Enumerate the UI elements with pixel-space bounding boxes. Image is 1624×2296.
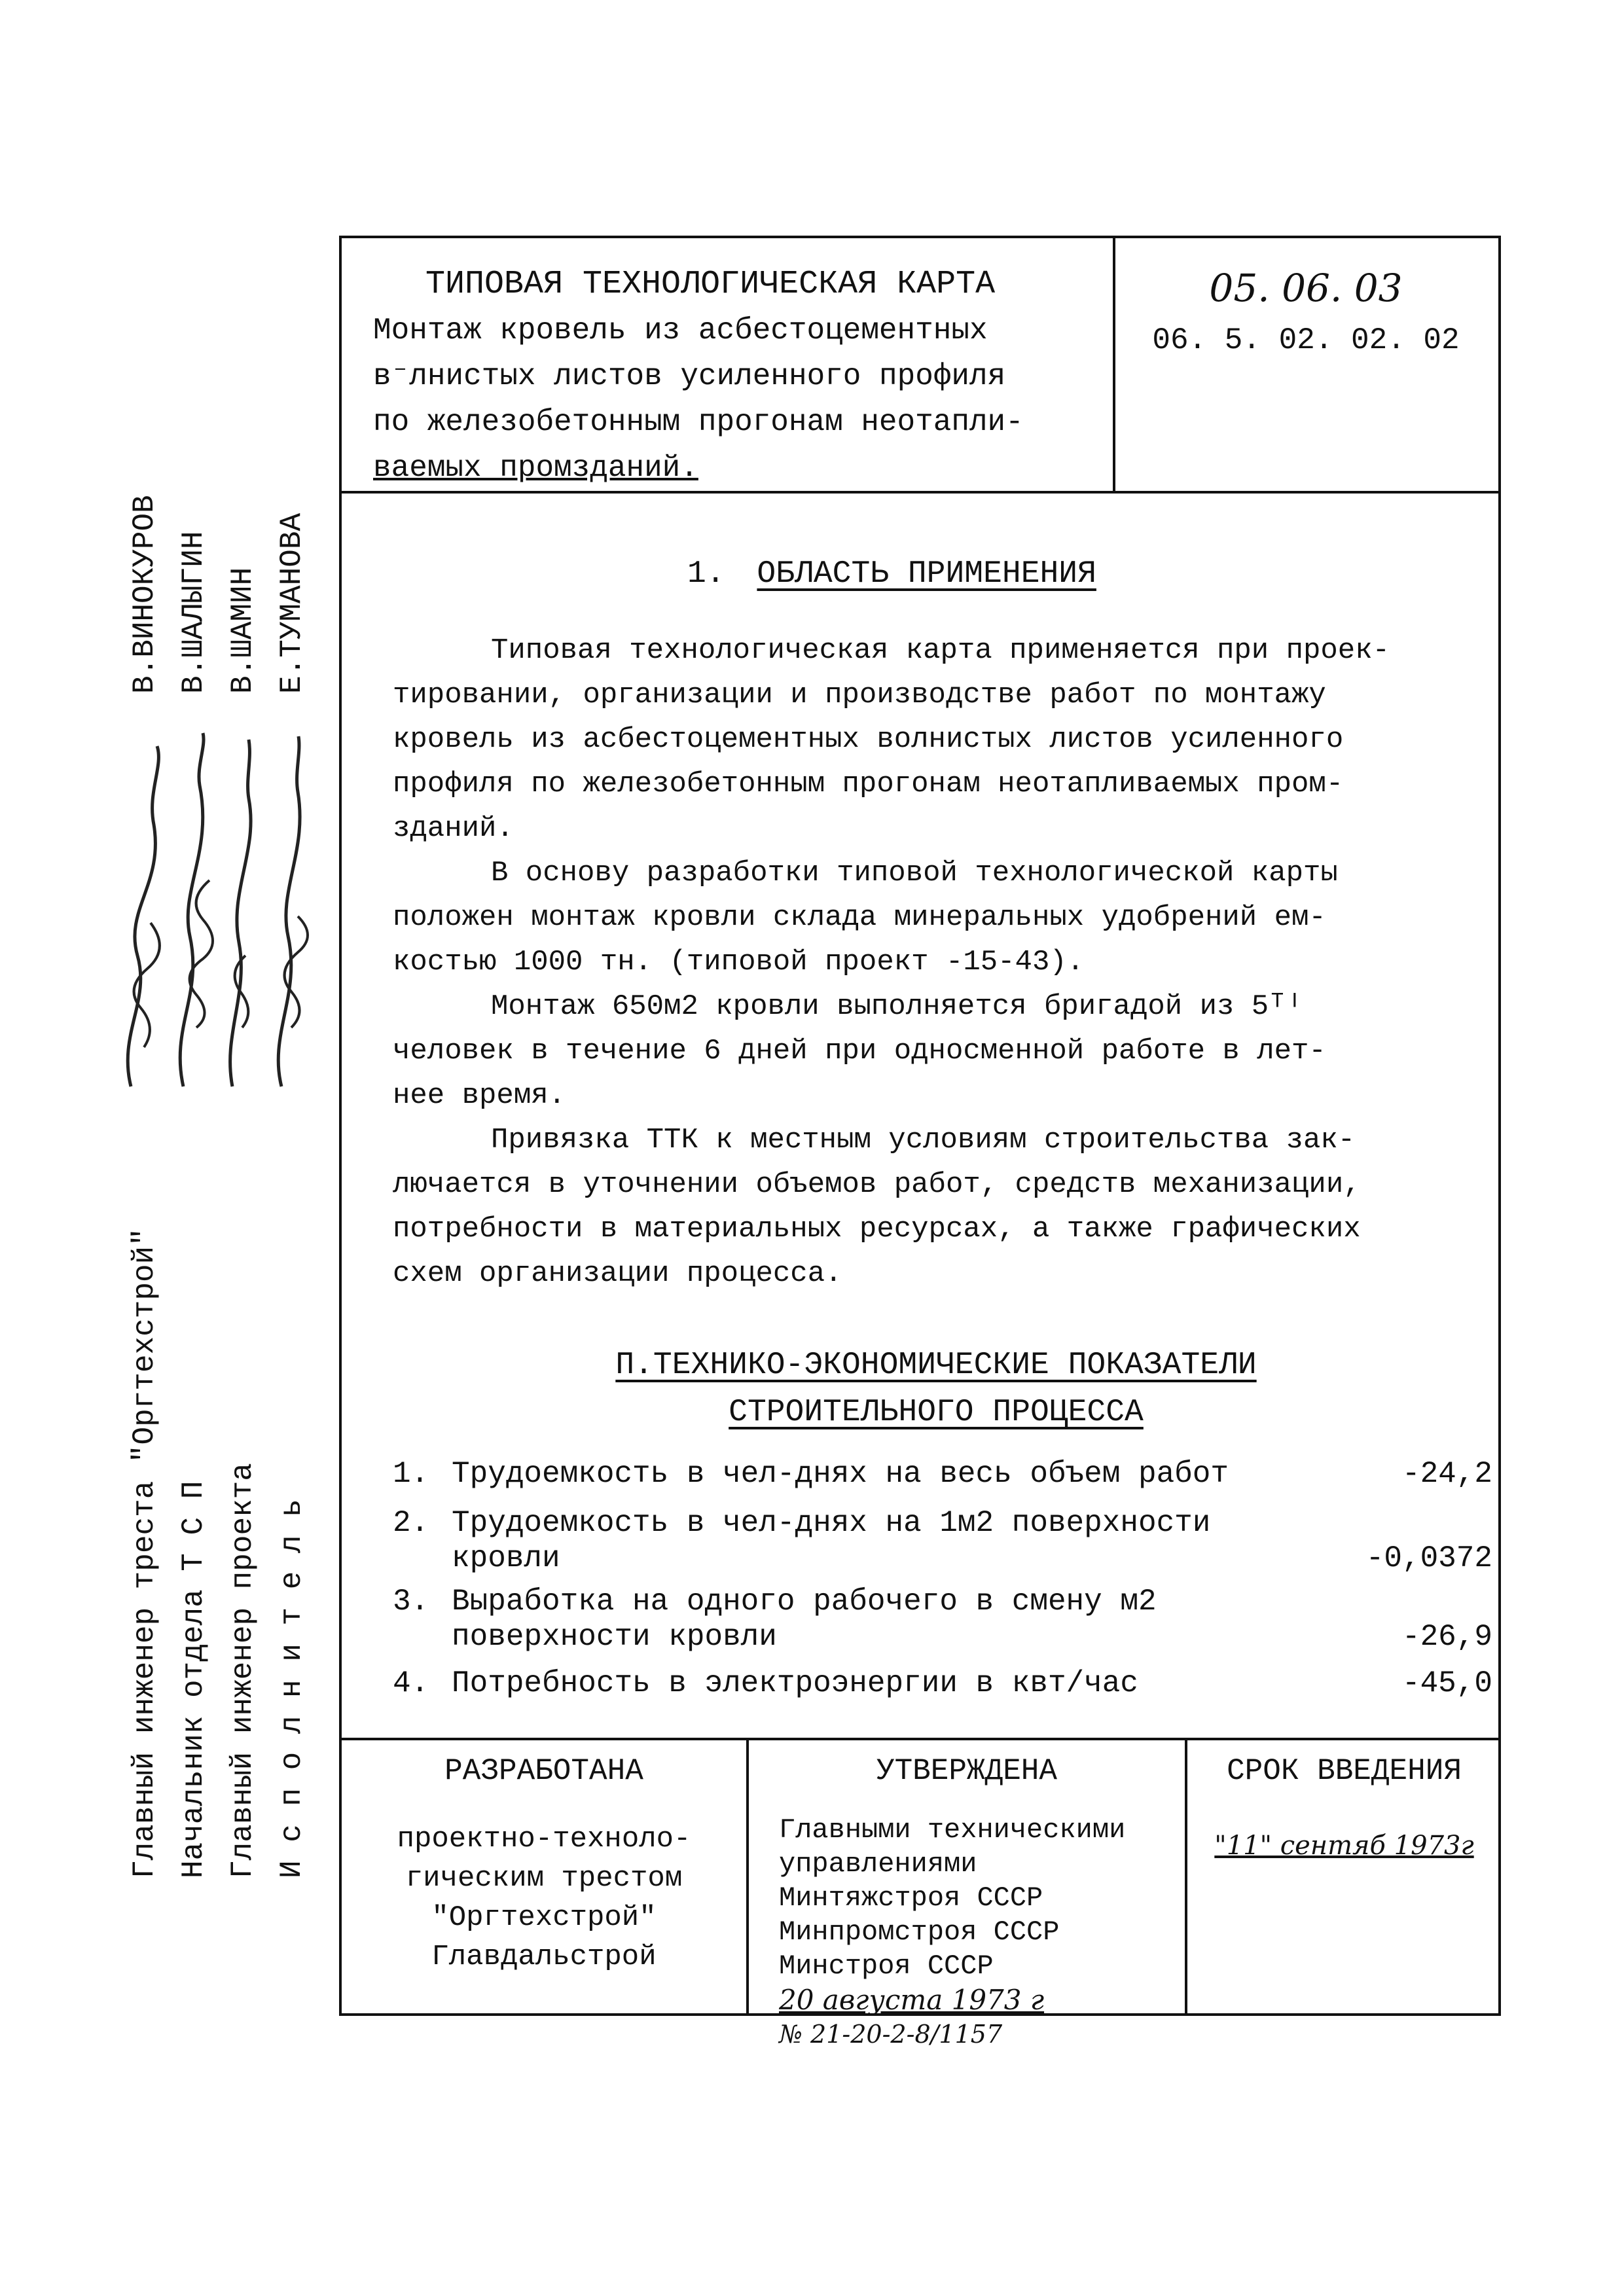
code-handwritten: 05. 06. 03: [1209, 266, 1403, 310]
approved-date: 20 августа 1973 г: [779, 1984, 1045, 2016]
section1-title: ОБЛАСТЬ ПРИМЕНЕНИЯ: [757, 556, 1096, 592]
indicator-row: [393, 1505, 1492, 1577]
code-typed: 06. 5. 02. 02. 02: [1152, 323, 1460, 357]
paragraph-line: схем организации процесса.: [393, 1257, 842, 1290]
paragraph: [393, 628, 1466, 851]
indicator-row: [393, 1584, 1492, 1656]
paragraph-line: кровель из асбестоцементных волнистых листов усиленного: [393, 723, 1344, 756]
section1-number: 1.: [687, 556, 725, 592]
approved-body: [779, 1813, 1172, 2051]
paragraph-line: лючается в уточнении объемов работ, средств механизации,: [393, 1168, 1361, 1201]
approved-line: Минпромстроя СССР: [779, 1916, 1060, 1948]
signatures: [92, 720, 340, 1113]
section2-title-line2: СТРОИТЕЛЬНОГО ПРОЦЕССА: [729, 1395, 1144, 1430]
position-executor: И с п о л н и т е л ь: [275, 1499, 309, 1878]
section1-heading: [687, 556, 1276, 592]
paragraph-line: тировании, организации и производстве работ по монтажу: [393, 679, 1326, 711]
indicator-number: 4.: [393, 1666, 429, 1700]
title-line: в⁻лнистых листов усиленного профиля: [373, 359, 1006, 393]
developed-line: "Оргтехстрой": [431, 1901, 657, 1934]
indicator-text: Трудоемкость в чел-днях на весь объем работ: [452, 1457, 1229, 1491]
developed-line: гическим трестом: [405, 1862, 683, 1895]
name-tumanova: Е.ТУМАНОВА: [275, 512, 309, 694]
name-vinokurov: В.ВИНОКУРОВ: [128, 495, 162, 694]
section2-title-line1: П.ТЕХНИКО-ЭКОНОМИЧЕСКИЕ ПОКАЗАТЕЛИ: [615, 1348, 1257, 1383]
section1-body: [393, 628, 1466, 1296]
approved-line: Минтяжстроя СССР: [779, 1882, 1043, 1914]
indicator-number: 2.: [393, 1506, 429, 1540]
indicator-value: -26,9: [1401, 1620, 1492, 1654]
paragraph-line: Типовая технологическая карта применяется при проек-: [491, 634, 1390, 667]
paragraph: [393, 984, 1466, 1118]
paragraph-line: В основу разработки типовой технологической карты: [491, 857, 1338, 889]
developed-line: Главдальстрой: [431, 1941, 657, 1973]
paragraph-line: Привязка ТТК к местным условиям строительства зак-: [491, 1124, 1356, 1157]
name-shalygin: В.ШАЛЫГИН: [177, 531, 211, 694]
indicator-number: 1.: [393, 1457, 429, 1491]
approved-number: № 21-20-2-8/1157: [779, 2020, 1003, 2049]
paragraph: [393, 1118, 1466, 1296]
paragraph-line: нее время.: [393, 1079, 566, 1112]
title-line: ТИПОВАЯ ТЕХНОЛОГИЧЕСКАЯ КАРТА: [425, 266, 996, 303]
approved-line: Минстроя СССР: [779, 1950, 994, 1982]
title-line: по железобетонным прогонам неотапли-: [373, 405, 1024, 439]
paragraph-line: профиля по железобетонным прогонам неотапливаемых пром-: [393, 768, 1344, 800]
developed-heading: РАЗРАБОТАНА: [444, 1754, 643, 1788]
paragraph: [393, 851, 1466, 984]
paragraph-line: человек в течение 6 дней при односменной работе в лет-: [393, 1035, 1326, 1067]
position-project-engineer: Главный инженер проекта: [226, 1463, 260, 1878]
indicator-value: -0,0372: [1365, 1541, 1492, 1575]
indicator-text: Выработка на одного рабочего в смену м2 поверхности кровли: [452, 1585, 1157, 1654]
developed-body: [342, 1820, 746, 1977]
indicator-value: -45,0: [1401, 1666, 1492, 1700]
indicator-text: Потребность в электроэнергии в квт/час: [452, 1666, 1138, 1700]
document-code: [1113, 262, 1499, 367]
name-shamin: В.ШАМИН: [226, 567, 260, 694]
footer-top-line: [339, 1738, 1501, 1740]
paragraph-line: зданий.: [393, 812, 514, 845]
indicator-number: 3.: [393, 1585, 429, 1619]
title-line: Монтаж кровель из асбестоцементных: [373, 314, 988, 348]
header-title: [373, 262, 1113, 491]
paragraph-line: положен монтаж кровли склада минеральных удобрений ем-: [393, 901, 1326, 934]
paragraph-line: потребности в материальных ресурсах, а также графических: [393, 1213, 1361, 1246]
paragraph-line: Монтаж 650м2 кровли выполняется бригадой из 5ᵀᴵ: [491, 990, 1304, 1023]
header-bottom-line: [339, 491, 1501, 493]
position-dept-head: Начальник отдела Т С П: [177, 1480, 211, 1878]
approved-line: Главными техническими управлениями: [779, 1814, 1126, 1880]
term-heading: СРОК ВВЕДЕНИЯ: [1227, 1754, 1462, 1788]
paragraph-line: костью 1000 тн. (типовой проект -15-43).: [393, 946, 1085, 978]
term-date: "11" сентяб 1973г: [1214, 1831, 1474, 1861]
title-line: ваемых промзданий.: [373, 451, 698, 485]
indicator-row: [393, 1666, 1492, 1705]
approved-heading: УТВЕРЖДЕНА: [876, 1754, 1058, 1788]
indicator-value: -24,2: [1401, 1457, 1492, 1491]
developed-line: проектно-техноло-: [397, 1823, 691, 1856]
section2-heading: [576, 1342, 1296, 1436]
position-chief-engineer: Главный инженер треста "Оргтехстрой": [128, 1228, 162, 1878]
indicator-text: Трудоемкость в чел-днях на 1м2 поверхности кровли: [452, 1506, 1211, 1575]
indicator-row: [393, 1456, 1492, 1496]
